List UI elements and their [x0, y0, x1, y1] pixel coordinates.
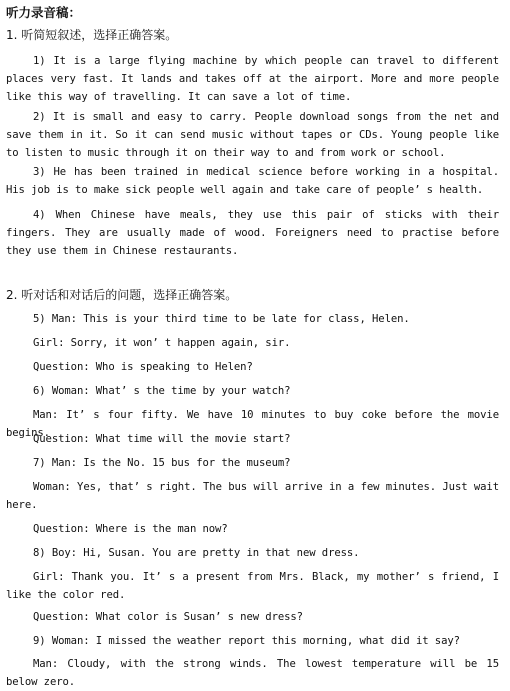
section-1-paragraph-4: 4) When Chinese have meals, they use this pair of sticks with their fingers. They are usually made of wood. Foreigners need to practise before they use them in Chinese restaurants. [6, 209, 499, 257]
dialogue-line: 8) Boy: Hi, Susan. You are pretty in that new dress. [33, 547, 360, 559]
dialogue-question: Question: What time will the movie start? [33, 433, 291, 445]
dialogue-line: 7) Man: Is the No. 15 bus for the museum? [33, 457, 291, 469]
section-1-paragraph-1: 1) It is a large flying machine by which people can travel to different places very fast. It lands and takes off at the airport. More and more people like this way of travelling. It can save a lot of time. [6, 55, 499, 103]
transcript-title: 听力录音稿： [6, 5, 82, 20]
section-1-heading: 1. 听简短叙述，选择正确答案。 [6, 28, 178, 42]
dialogue-line: Man: Cloudy, with the strong winds. The lowest temperature will be 15 below zero. [6, 658, 499, 688]
section-1-paragraph-2: 2) It is small and easy to carry. People download songs from the net and save them in it. So it can send music without tapes or CDs. Young people like to listen to music through it on their way to and from work or school. [6, 111, 499, 159]
dialogue-line: Man: It’ s four fifty. We have 10 minutes to buy coke before the movie begins. [6, 409, 499, 439]
dialogue-line: Girl: Thank you. It’ s a present from Mrs. Black, my mother’ s friend, I like the color red. [6, 571, 499, 601]
dialogue-line: 6) Woman: What’ s the time by your watch? [33, 385, 291, 397]
dialogue-question: Question: Who is speaking to Helen? [33, 361, 253, 373]
section-2-heading: 2. 听对话和对话后的问题，选择正确答案。 [6, 288, 238, 302]
dialogue-question: Question: What color is Susan’ s new dress? [33, 611, 303, 623]
dialogue-line: Girl: Sorry, it won’ t happen again, sir. [33, 337, 291, 349]
section-1-paragraph-3: 3) He has been trained in medical science before working in a hospital. His job is to make sick people well again and take care of people’ s health. [6, 166, 499, 196]
dialogue-line: 5) Man: This is your third time to be late for class, Helen. [33, 313, 410, 325]
dialogue-question: Question: Where is the man now? [33, 523, 228, 535]
dialogue-line: Woman: Yes, that’ s right. The bus will arrive in a few minutes. Just wait here. [6, 481, 499, 511]
dialogue-line: 9) Woman: I missed the weather report this morning, what did it say? [33, 635, 460, 647]
